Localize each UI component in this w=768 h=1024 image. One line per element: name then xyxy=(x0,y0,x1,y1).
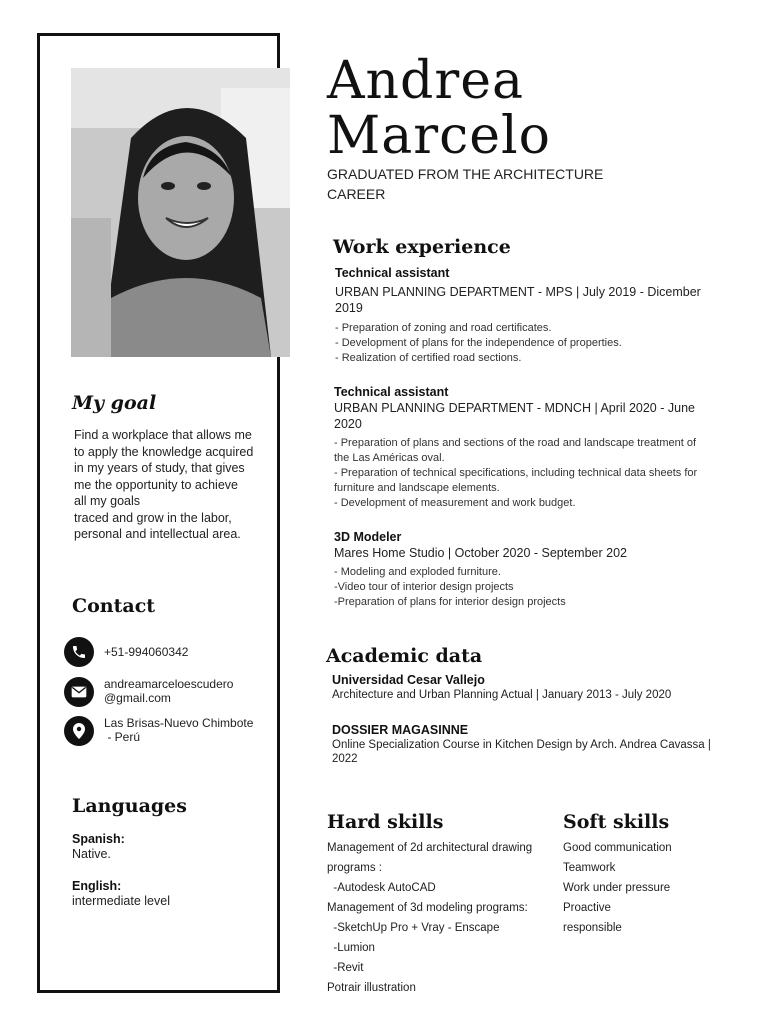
skill-item: Proactive xyxy=(563,902,611,914)
skill-item: -Autodesk AutoCAD xyxy=(327,882,436,894)
email-line: @gmail.com xyxy=(104,691,171,705)
job-bullet: furniture and landscape elements. xyxy=(334,482,500,494)
academic-heading: Academic data xyxy=(326,645,483,667)
address-line: - Perú xyxy=(104,730,141,744)
skill-item: -SketchUp Pro + Vray - Enscape xyxy=(327,922,500,934)
job-bullet: the Las Américas oval. xyxy=(334,452,445,464)
job-bullet: - Development of plans for the independence of properties. xyxy=(335,337,622,349)
job-bullet: - Preparation of plans and sections of the road and landscape treatment of xyxy=(334,437,697,449)
subtitle-line: CAREER xyxy=(327,186,386,202)
skill-item: Teamwork xyxy=(563,862,616,874)
hard-skills-heading: Hard skills xyxy=(327,811,444,833)
job-title: 3D Modeler xyxy=(334,530,402,544)
job-org-line: 2019 xyxy=(335,301,363,315)
goal-text xyxy=(74,427,274,543)
skill-item: responsible xyxy=(563,922,622,934)
job-org-line: 2020 xyxy=(334,417,362,431)
contact-address xyxy=(64,716,253,746)
job-entry xyxy=(334,529,734,610)
profile-photo xyxy=(71,68,290,357)
academic-title: Universidad Cesar Vallejo xyxy=(332,673,485,687)
job-bullet: -Video tour of interior design projects xyxy=(334,581,514,593)
skill-item: -Revit xyxy=(327,962,364,974)
goal-line: traced and grow in the labor, xyxy=(74,510,232,525)
language-level: Native. xyxy=(72,847,111,861)
job-org xyxy=(334,400,734,432)
job-org xyxy=(335,284,735,316)
subtitle-line: GRADUATED FROM THE ARCHITECTURE xyxy=(327,166,604,182)
work-heading: Work experience xyxy=(333,236,511,258)
language-item xyxy=(72,832,125,862)
last-name: Marcelo xyxy=(327,106,551,166)
goal-line: Find a workplace that allows me xyxy=(74,428,252,442)
goal-line: in my years of study, that gives xyxy=(74,461,245,475)
goal-heading: My goal xyxy=(72,392,157,414)
soft-skills-heading: Soft skills xyxy=(563,811,670,833)
job-title: Technical assistant xyxy=(334,385,449,399)
job-entry xyxy=(335,265,735,366)
goal-line: to apply the knowledge acquired xyxy=(74,444,254,459)
job-entry xyxy=(334,384,734,511)
job-bullets xyxy=(334,436,734,511)
soft-skills-list xyxy=(563,838,672,938)
contact-email[interactable] xyxy=(64,677,233,707)
address-line: Las Brisas-Nuevo Chimbote xyxy=(104,716,254,730)
languages-heading: Languages xyxy=(72,795,187,817)
skill-item: Potrair illustration xyxy=(327,982,416,994)
academic-desc: 2022 xyxy=(332,753,358,765)
location-pin-icon xyxy=(64,716,94,746)
goal-line: all my goals xyxy=(74,494,140,508)
hard-skills-list xyxy=(327,838,532,998)
job-org-line: Mares Home Studio | October 2020 - September 202 xyxy=(334,546,627,560)
job-bullet: - Modeling and exploded furniture. xyxy=(334,566,501,578)
academic-desc: Architecture and Urban Planning Actual | January 2013 - July 2020 xyxy=(332,689,672,701)
job-bullet: -Preparation of plans for interior design projects xyxy=(334,596,566,608)
skill-item: Management of 3d modeling programs: xyxy=(327,902,528,914)
job-bullets xyxy=(335,321,735,366)
contact-phone[interactable] xyxy=(64,637,188,667)
academic-title: DOSSIER MAGASINNE xyxy=(332,723,469,737)
phone-icon xyxy=(64,637,94,667)
job-bullet: - Preparation of zoning and road certificates. xyxy=(335,322,552,334)
skill-item: programs : xyxy=(327,862,382,874)
job-bullet: - Development of measurement and work budget. xyxy=(334,497,576,509)
job-bullets xyxy=(334,565,734,610)
email-line: andreamarceloescudero xyxy=(104,677,234,691)
candidate-name xyxy=(327,51,551,166)
first-name: Andrea xyxy=(327,51,524,111)
mail-icon xyxy=(64,677,94,707)
language-level: intermediate level xyxy=(72,894,170,908)
academic-desc: Online Specialization Course in Kitchen Design by Arch. Andrea Cavassa | xyxy=(332,739,711,751)
job-title: Technical assistant xyxy=(335,266,450,280)
language-name: Spanish: xyxy=(72,832,125,846)
candidate-subtitle xyxy=(327,164,647,204)
job-org-line: URBAN PLANNING DEPARTMENT - MPS | July 2019 - Dicember xyxy=(335,285,701,299)
skill-item: Good communication xyxy=(563,842,672,854)
academic-entry xyxy=(332,673,732,702)
language-item xyxy=(72,879,170,909)
goal-line: me the opportunity to achieve xyxy=(74,477,238,492)
contact-heading: Contact xyxy=(72,595,156,617)
job-bullet: - Preparation of technical specifications, including technical data sheets for xyxy=(334,467,698,479)
phone-number: +51-994060342 xyxy=(104,645,189,659)
job-org-line: URBAN PLANNING DEPARTMENT - MDNCH | April 2020 - June xyxy=(334,401,695,415)
skill-item: Management of 2d architectural drawing xyxy=(327,842,533,854)
language-name: English: xyxy=(72,879,122,893)
goal-line: personal and intellectual area. xyxy=(74,527,241,541)
job-org xyxy=(334,545,734,561)
job-bullet: - Realization of certified road sections. xyxy=(335,352,522,364)
skill-item: -Lumion xyxy=(327,942,375,954)
academic-entry xyxy=(332,723,732,766)
skill-item: Work under pressure xyxy=(563,882,671,894)
